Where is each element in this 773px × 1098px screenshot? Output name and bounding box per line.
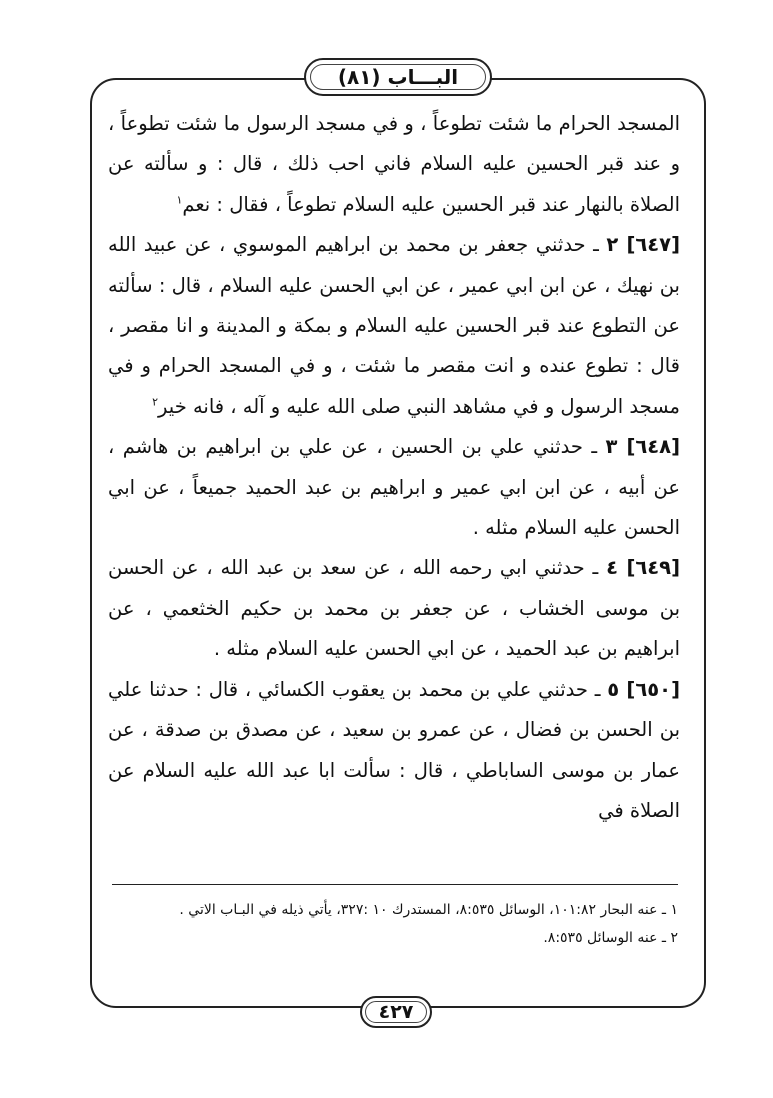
chapter-title: البـــاب (٨١) — [337, 65, 459, 89]
paragraph — [108, 225, 680, 427]
footnote-mark: ١ — [176, 193, 183, 207]
hadith-number: [٦٤٧] ٢ — [606, 233, 680, 257]
paragraph-text: المسجد الحرام ما شئت تطوعاً ، و في مسجد الرسول ما شئت تطوعاً ، و عند قبر الحسين عليه السلام فاني احب ذلك ، قال : و سألته عن الصلاة بالنهار عند قبر الحسين عليه السلام تطوعاً ، فقال : نعم — [108, 112, 680, 216]
main-text — [108, 104, 680, 831]
hadith-number: [٦٤٩] ٤ — [606, 556, 680, 580]
page-number-badge — [360, 996, 432, 1028]
paragraph-text: ـ حدثني جعفر بن محمد بن ابراهيم الموسوي ، عن عبيد الله بن نهيك ، عن ابن ابي عمير ، عن ابي الحسن عليه السلام ، قال : سألته عن التطوع عند قبر الحسين عليه السلام و بمكة و المدينة و انا مقصر ، قال : تطوع عنده و انت مقصر ما شئت ، و في المسجد الحرام و في مسجد الرسول و في مشاهد النبي صلى الله عليه و آله ، فانه خير — [108, 233, 680, 418]
footnote: ٢ ـ عنه الوسائل ٨:٥٣٥. — [543, 930, 678, 946]
paragraph — [108, 670, 680, 832]
paragraph — [108, 427, 680, 548]
paragraph — [108, 104, 680, 225]
footnotes — [112, 896, 678, 952]
hadith-number: [٦٥٠] ٥ — [607, 677, 680, 701]
footnote: ١ ـ عنه البحار ١٠١:٨٢، الوسائل ٨:٥٣٥، المستدرك ١٠ :٣٢٧، يأتي ذيله في البـاب الاتي . — [179, 902, 678, 918]
chapter-header — [304, 58, 492, 96]
paragraph-text: ـ حدثني علي بن الحسين ، عن علي بن ابراهيم بن هاشم ، عن أبيه ، عن ابن ابي عمير و ابراهيم بن عبد الحميد جميعاً ، عن ابي الحسن عليه السلام مثله . — [108, 435, 680, 540]
footnote-mark: ٢ — [152, 395, 159, 409]
page-number: ٤٢٧ — [378, 1001, 414, 1023]
hadith-number: [٦٤٨] ٣ — [605, 435, 680, 459]
footnote-divider — [112, 884, 678, 885]
paragraph — [108, 548, 680, 669]
paragraph-text: ـ حدثني علي بن محمد بن يعقوب الكسائي ، قال : حدثنا علي بن الحسن بن فضال ، عن عمرو بن سعيد ، عن مصدق بن صدقة ، عن عمار بن موسى الساباطي ، قال : سألت ابا عبد الله عليه السلام عن الصلاة في — [108, 677, 680, 822]
paragraph-text: ـ حدثني ابي رحمه الله ، عن سعد بن عبد الله ، عن الحسن بن موسى الخشاب ، عن جعفر بن محمد بن حكيم الخثعمي ، عن ابراهيم بن عبد الحميد ، عن ابي الحسن عليه السلام مثله . — [108, 556, 680, 661]
